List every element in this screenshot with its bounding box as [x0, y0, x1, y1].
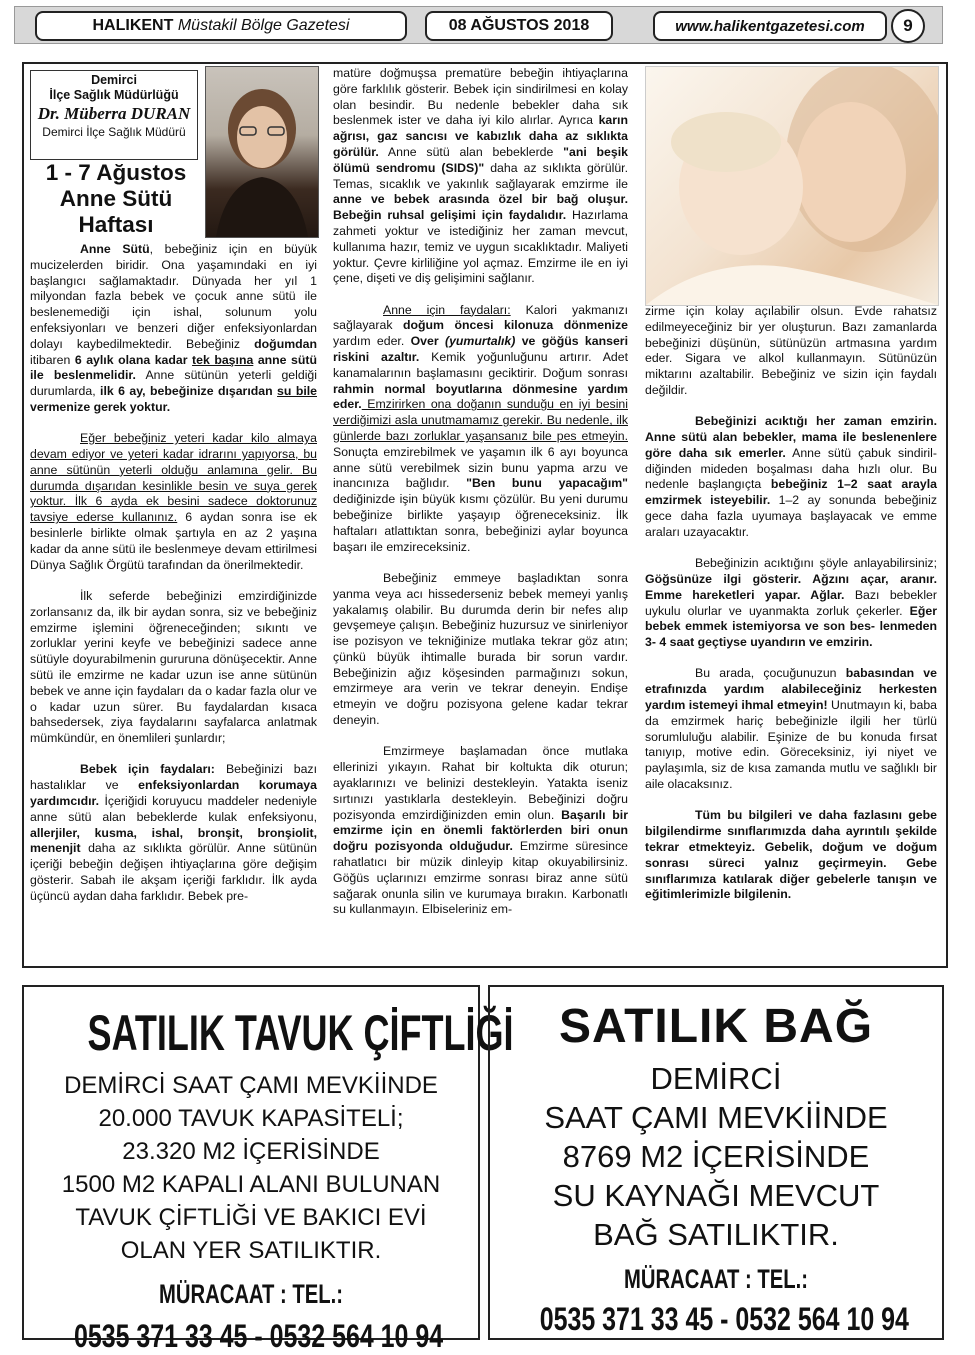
paragraph: Bu arada, çocuğunuzun babasından ve etrafınızda yardım alabileceğiniz herkesten yardım istemeyi ihmal etmeyin! Unutmayın ki, baba da emzirmek hariç bebeğinizle ilgili her türlü sorumluluğu alabilir. Eşinize de bu konuda fırsat tanıyıp, motive edin. Göreceksiniz, iyi niyet ve paylaşımla, siz de kısa zamanda mutlu ve sağlıklı bir aile olacaksınız. [645, 666, 937, 792]
paragraph: Tüm bu bilgileri ve daha fazlasını gebe bilgilendirme sınıflarımızda daha ayrıntılı şekilde tekrar etmekteyiz. Gebelik, doğum ve doğum sonrası süreci yalnız geçirmeyin. Gebe sınıflarımıza katılarak diğer gebelerle tanışın ve eğitimlerimizle bilgilenin. [645, 808, 937, 902]
ad-line: 23.320 M2 İÇERİSİNDE [122, 1138, 380, 1165]
ad-line: DEMİRCİ SAAT ÇAMI MEVKİİNDE [64, 1072, 438, 1099]
ad-title: SATILIK BAĞ [558, 1000, 874, 1053]
ad-line: TAVUK ÇİFTLİĞİ VE BAKICI EVİ [75, 1204, 427, 1231]
ad-line: 8769 M2 İÇERİSİNDE [562, 1139, 870, 1174]
paragraph: Eğer bebeğiniz yeteri kadar kilo almaya devam ediyor ve yeteri kadar idrarını yapıyorsa, bu anne sütünün yeterli olduğu anlamına gelir. Bu durumda dışarıdan kesinlikle besin ve suya gerek yoktur. İlk 6 ayda ek besini sadece doktorunuz tavsiye ederse kullanınız. 6 aydan sonra ise ek besinlerle birlikte olmak şartıyla en az 2 yaşına kadar da anne sütü ile beslenmeye devam ettirilmesi Dünya Sağlık Örgütü tarafından da önerilmektedir. [30, 431, 317, 572]
author-office-line1: Demirci [91, 73, 137, 87]
paragraph: matüre doğmuşsa prematüre bebeğin ihtiyaçlarına göre farklılık gösterir. Bebek için sindirilmesi en kolay olan besindir. Bu nedenle bebekler daha sık beslenmek ister ve daha iyi kilo alırlar. Ayrıca karın ağrısı, gaz sancısı ve kabızlık daha az sıklıkta görülür. Anne sütü alan bebeklerde "ani beşik ölümü sendromu (SIDS)" daha az sıklıkta görülür. Temas, sıcaklık ve yakınlık sağlayarak emzirme ile anne ve bebek arasında özel bir bağ oluşur. Bebeğin ruhsal gelişimi için faydalıdır. Hazırlama zahmeti yoktur ve istediğiniz her zaman mevcut, kullanıma hazır, temiz ve uygun sıcaklıktadır. Maliyeti yoktur. Çevre kirliliğine yol açmaz. Emzirme ile en iyi çene, dişeti ve diş gelişimini sağlanır. [333, 66, 628, 286]
ad-phone-numbers[interactable]: 0535 371 33 45 - 0532 564 10 94 [539, 1301, 909, 1337]
paragraph: Anne için faydaları: Kalori yakmanızı sağlayarak doğum öncesi kilonuza dönmenize yardım eder. Over (yumurtalık) ve göğüs kanseri riskini azaltır. Kemik yoğunluğunu artırır. Adet kanamalarının başlamasını geciktirir. Doğum sonrası rahmin normal boyutlarına dönmesine yardım eder. Emzirirken ona doğanın sunduğu en iyi besini verdiğimizi asla unutmamamız gerekir. Bu nedenle, ilk günlerde bazı zorluklar yaşansanız bile pes etmeyin. Sonuçta emzirebilmek ve yaşamın ilk 6 ayı boyunca anne sütü verebilmek sizin bunu yapma arzu ve inancınıza bağlıdır. "Ben bunu yapacağım" dediğinizde işin büyük kısmı çözülür. Bu yeni durumu bebeğinize birlikte yaşayıp öğreneceksiniz. İlk haftaları atlattıktan sonra, bebeğinizi aylar boyunca başarı ile emzireceksiniz. [333, 302, 629, 554]
ad-line: OLAN YER SATILIKTIR. [120, 1237, 382, 1264]
ad-chicken-farm [22, 985, 514, 1354]
page-header [14, 6, 943, 44]
paper-name-bold: HALIKENT [92, 17, 174, 34]
paragraph: İlk seferde bebeğinizi emzirdiğinizde zorlansanız da, ilk bir aydan sonra, siz ve bebeğiniz emzirme işlemini öğreneceğinden; sıkıntı ve zorluklar yerini keyfe ve bebeğinizi sadece anne sütüyle doyurabilmenin gururuna dönüşecektir. Anne sütü ile emzirme ne kadar uzun ise anne sütünün bebek ve anne için faydaları da o kadar fazla olur ve o kadar uzun sürer. Bu faydalardan kısaca bahsedersek, ziya faydalarını sayfalarca anlatmak mümkündür, en önemlileri şunlardır; [30, 588, 317, 746]
paragraph: Bebeğiniz emmeye başladıktan sonra yanma veya acı hissederseniz bebek memeyi yanlış yakalamış olabilir. Bu durumda derin bir nefes alıp gevşemeye çalışın. Bebeğiniz huzursuz ve sinirleniyor ise pozisyon ve tekniğinize mutlaka tekrar göz atın; çünkü büyük ihtimalle burada bir sorun vardır. Bebeğinizin ağız köşesinden parmağınızı sokun, emzirmeye ara verin ve tekrar deneyin. Endişe etmeyin ve doğru pozisyona gelene kadar tekrar deneyin. [333, 570, 628, 728]
ad-contact-label: MÜRACAAT : TEL.: [623, 1264, 809, 1294]
ad-line: SU KAYNAĞI MEVCUT [552, 1178, 880, 1213]
article-column-2 [333, 66, 628, 934]
paragraph: Bebek için faydaları: Bebeğinizi bazı hastalıklar ve enfeksiyonlardan korumaya yardımcıdır. İçeriğidi koruyucu maddeler nedeniyle anne sütü alan bebeklerde kulak enfeksiyonu, allerjiler, kusma, ishal, bronşit, bronşiolit, menenjit daha az sıklıkta görülür. Anne sütünün içeriği bebeğin değişen ihtiyaçlarına göre değişim gösterir. Sabah ile akşam içeriği farklıdır. İlk ayda üçüncü aydan daha farklıdır. Bebek pre- [30, 762, 317, 903]
paragraph: Anne Sütü, bebeğiniz için en büyük mucizelerden biridir. Ona yaşamındaki en iyi başlangıcı sağlamaktadır. Dünyada her yıl 1 milyondan fazla bebek ve çocuk anne sütü ile beslenemediği için ishal, solunum yolu enfeksiyonları ve benzeri diğer enfeksiyonlardan dolayı kaybedilmektedir. Bebeğiniz doğumdan itibaren 6 aylık olana kadar tek başına anne sütü ile beslenmelidir. Anne sütünün yeterli geldiği durumlarda, ilk 6 ay, bebeğinize dışarıdan su bile vermenize gerek yoktur. [30, 242, 318, 414]
mother-baby-photo [645, 66, 939, 306]
author-photo [205, 66, 319, 238]
article-column-3 [645, 304, 937, 919]
ad-line: SAAT ÇAMI MEVKİİNDE [544, 1100, 888, 1135]
ad-contact-label: MÜRACAAT : TEL.: [158, 1279, 344, 1309]
ad-title: SATILIK TAVUK ÇİFTLİĞİ [87, 1005, 514, 1061]
mother-baby-image [646, 67, 938, 305]
paragraph: Bebeğinizin acıktığını şöyle anlayabilirsiniz; Göğsünüze ilgi gösterir. Ağzını açar, aranır. Emme hareketleri yapar. Ağlar. Bazı bebekler uykulu olurlar ve uyanmakta zorluk çekerler. Eğer bebek emmek istemiyorsa ve son bes- lenmeden 3- 4 saat geçtiyse uyandırın ve emzirin. [645, 556, 937, 650]
ad-body [24, 1069, 478, 1267]
author-name: Dr. Müberra DURAN [37, 104, 191, 123]
page-number: 9 [891, 9, 925, 43]
paper-name-rest: Müstakil Bölge Gazetesi [177, 17, 350, 34]
ad-line: BAĞ SATILIKTIR. [593, 1217, 839, 1252]
author-office-line2: İlçe Sağlık Müdürlüğü [49, 88, 179, 102]
website-link[interactable]: www.halikentgazetesi.com [653, 11, 887, 41]
paper-name [35, 11, 407, 41]
ad-line: 1500 M2 KAPALI ALANI BULUNAN [61, 1171, 441, 1198]
author-portrait-image [206, 67, 318, 237]
author-role: Demirci İlçe Sağlık Müdürü [42, 125, 186, 139]
ad-line: 20.000 TAVUK KAPASİTELİ; [98, 1105, 404, 1132]
ad-phone-numbers[interactable]: 0535 371 33 45 - 0532 564 10 94 [73, 1318, 444, 1354]
paragraph: Emzirmeye başlamadan önce mutlaka ellerinizi yıkayın. Rahat bir koltukta dik oturun; ayaklarınızı ve belinizi destekleyin. Yatakta iseniz sırtınızı yastıklarla destekleyin. Bebeğinizi doğru pozisyonda emzirdiğinizden emin olun. Başarılı bir emzirme için en önemli faktörlerden biri onun doğru pozisyonda olduğudur. Emzirme süresince rahatlatıcı bir müzik dinleyip kitap okuyabilirsiniz. Göğüs uçlarınızı emzirme sonrası biraz anne sütü sağarak onunla silin ve kurumaya bırakın. Karbonatlı su kullanmayın. Elbiseleriniz em- [333, 744, 629, 917]
article-headline: 1 - 7 Ağustos Anne Sütü Haftası [45, 160, 187, 237]
paragraph: Bebeğinizi acıktığı her zaman emzirin. Anne sütü alan bebekler, mama ile beslenenlere göre daha sık emerler. Anne sütü çabuk sindiril-diğinden mideden boşalması daha hızlı olur. Bu nedenle başlangıçta bebeğiniz 1–2 saat arayla emzirmek isteyebilir. 1–2 ay sonunda bebeğiniz gece daha fazla uyumaya başlayacak ve emme araları uzayacaktır. [645, 414, 937, 539]
ad-body [490, 1059, 942, 1254]
author-box [30, 70, 198, 160]
issue-date: 08 AĞUSTOS 2018 [425, 11, 613, 41]
ad-vineyard [488, 985, 944, 1340]
paragraph: zirme için kolay açılabilir olsun. Evde rahatsız edilmeyeceğiniz bir yer oluşturun. Bazı zamanlarda bebeğinizi düşünün, sütünüzün artmasına yardım eder. Sigara ve alkol kullanmayın. Sütünüzün miktarını azaltabilir. Bebeğiniz ve sizin için faydalı değildir. [645, 304, 937, 397]
ad-line: DEMİRCİ [650, 1061, 782, 1096]
article-column-1 [30, 242, 317, 920]
